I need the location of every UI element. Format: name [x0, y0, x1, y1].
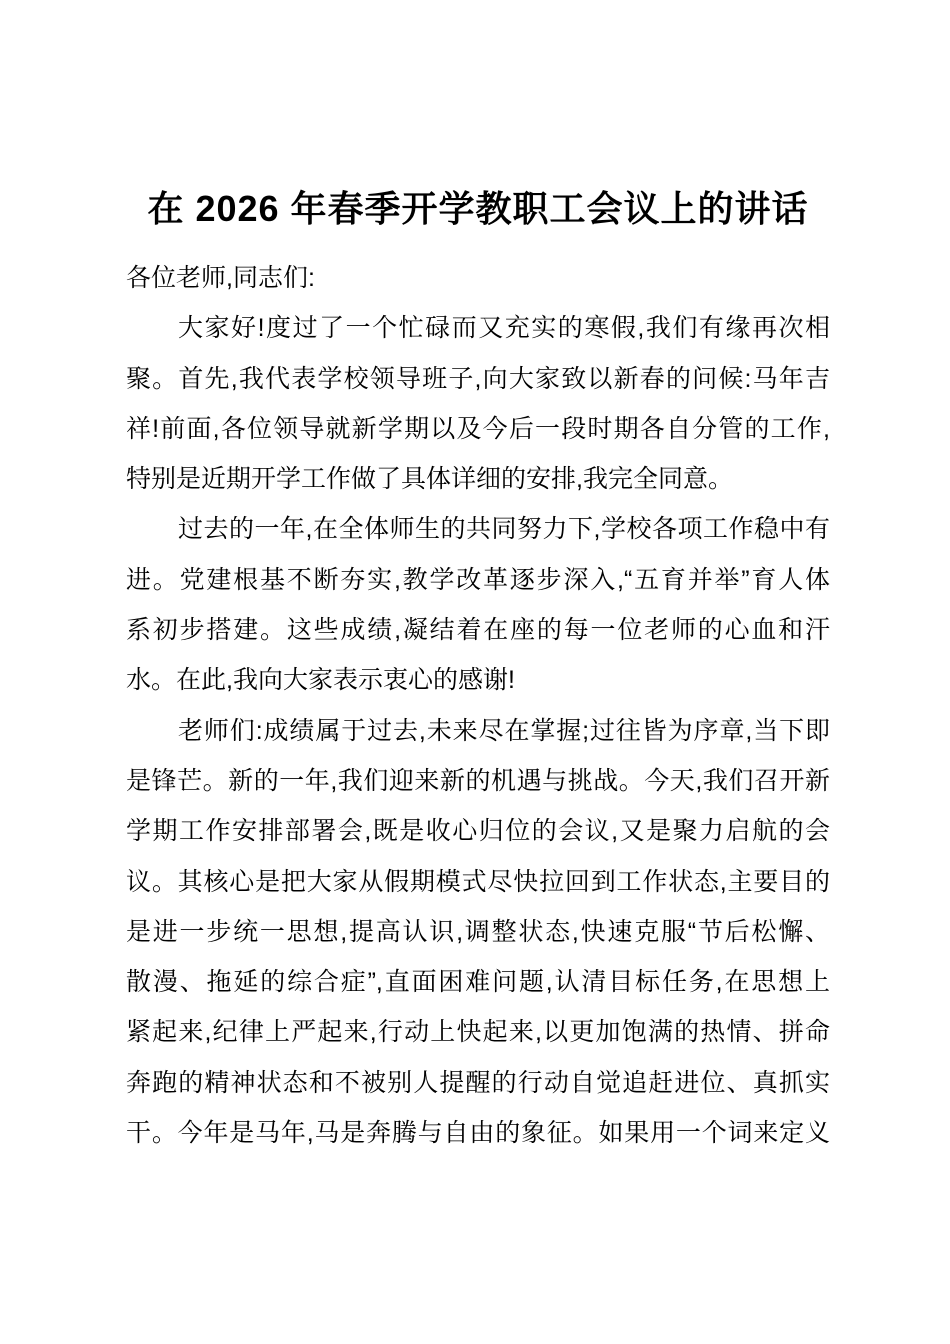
text-line: 议。其核心是把大家从假期模式尽快拉回到工作状态,主要目的 [126, 867, 830, 896]
text-line: 各位老师,同志们: [126, 264, 315, 292]
text-line: 是进一步统一思想,提高认识,调整状态,快速克服“节后松懈、 [126, 917, 830, 946]
paragraph [126, 303, 830, 504]
text-line: 紧起来,纪律上严起来,行动上快起来,以更加饱满的热情、拼命 [126, 1018, 830, 1047]
text-line: 进。党建根基不断夯实,教学改革逐步深入,“五育并举”育人体 [126, 565, 830, 594]
text-line: 大家好!度过了一个忙碌而又充实的寒假,我们有缘再次相 [178, 314, 830, 343]
document-body [126, 253, 830, 1158]
text-line: 过去的一年,在全体师生的共同努力下,学校各项工作稳中有 [178, 515, 830, 544]
text-line: 是锋芒。新的一年,我们迎来新的机遇与挑战。今天,我们召开新 [126, 766, 830, 795]
text-line: 水。在此,我向大家表示衷心的感谢! [126, 666, 515, 695]
text-line: 祥!前面,各位领导就新学期以及今后一段时期各自分管的工作, [126, 414, 830, 443]
paragraph [126, 504, 830, 705]
paragraph [126, 706, 830, 1159]
paragraph [126, 253, 830, 303]
text-line: 特别是近期开学工作做了具体详细的安排,我完全同意。 [126, 465, 733, 494]
text-line: 散漫、拖延的综合症”,直面困难问题,认清目标任务,在思想上 [126, 968, 830, 997]
text-line: 聚。首先,我代表学校领导班子,向大家致以新春的问候:马年吉 [126, 364, 830, 393]
document-title: 在 2026 年春季开学教职工会议上的讲话 [147, 188, 809, 229]
text-line: 老师们:成绩属于过去,未来尽在掌握;过往皆为序章,当下即 [178, 716, 830, 745]
text-line: 奔跑的精神状态和不被别人提醒的行动自觉追赶进位、真抓实 [126, 1068, 830, 1097]
text-line: 系初步搭建。这些成绩,凝结着在座的每一位老师的心血和汗 [126, 616, 830, 645]
text-line: 学期工作安排部署会,既是收心归位的会议,又是聚力启航的会 [126, 817, 830, 846]
text-line: 干。今年是马年,马是奔腾与自由的象征。如果用一个词来定义 [126, 1119, 830, 1148]
